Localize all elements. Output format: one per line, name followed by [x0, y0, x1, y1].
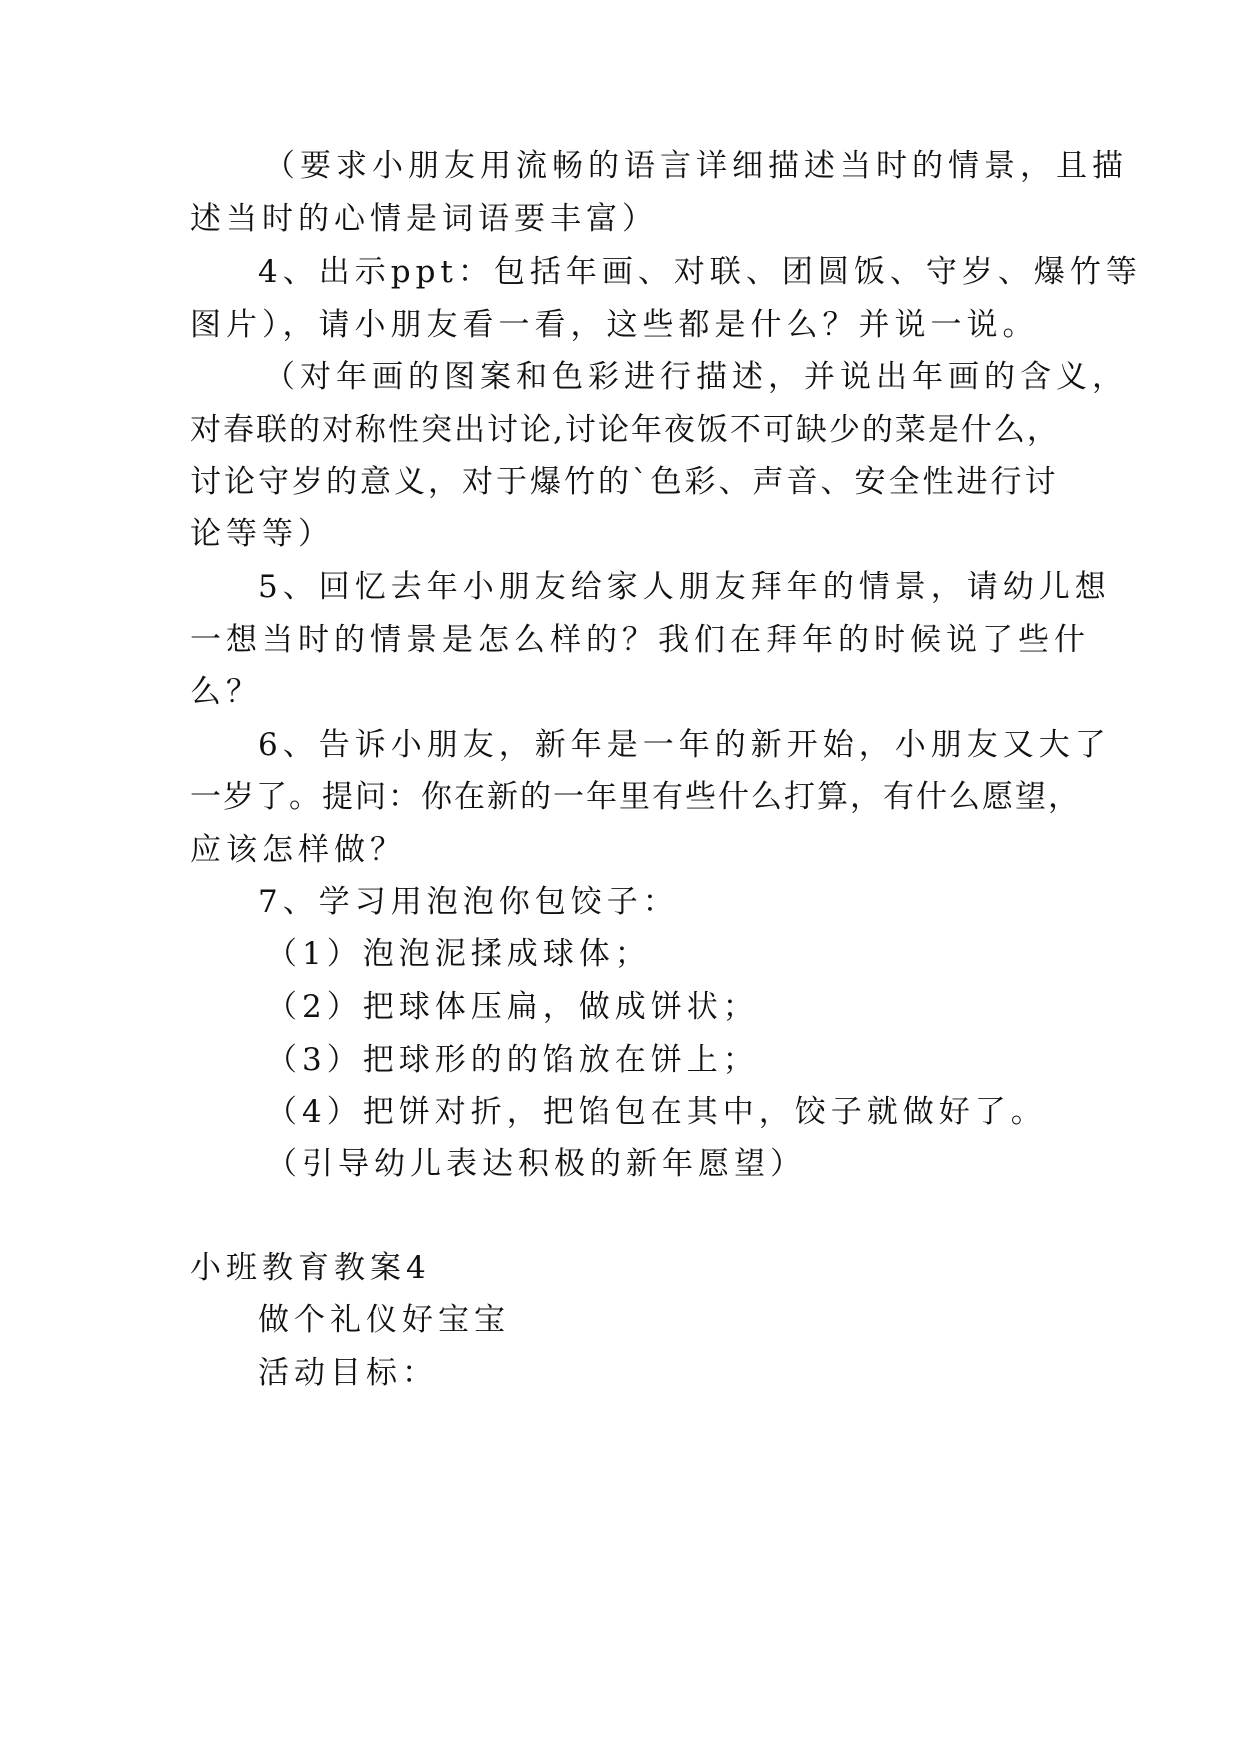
paragraph-line: （对年画的图案和色彩进行描述，并说出年画的含义， [264, 359, 1128, 395]
paragraph-line: 述当时的心情是词语要丰富） [190, 201, 658, 237]
subheading: 活动目标： [258, 1355, 438, 1391]
list-item: （2）把球体压扁，做成饼状； [266, 989, 759, 1025]
list-heading: 7、学习用泡泡你包饺子： [258, 884, 679, 920]
paragraph-line: 图片），请小朋友看一看，这些都是什么？并说一说。 [190, 307, 1039, 343]
paragraph-line: 一想当时的情景是怎么样的？我们在拜年的时候说了些什 [190, 622, 1090, 658]
list-item: （1）泡泡泥揉成球体； [266, 936, 651, 972]
paragraph-line: 对春联的对称性突出讨论,讨论年夜饭不可缺少的菜是什么， [190, 412, 1060, 448]
paragraph-line: 5、回忆去年小朋友给家人朋友拜年的情景，请幼儿想 [258, 569, 1111, 605]
paragraph-line: 讨论守岁的意义，对于爆竹的`色彩、声音、安全性进行讨 [190, 464, 1059, 500]
paragraph-line: （引导幼儿表达积极的新年愿望） [266, 1146, 806, 1182]
paragraph-line: 一岁了。提问：你在新的一年里有些什么打算，有什么愿望， [190, 779, 1081, 815]
paragraph-line: 应该怎样做？ [190, 832, 406, 868]
paragraph-line: 论等等） [190, 516, 334, 552]
paragraph-line: 么？ [190, 674, 262, 710]
paragraph-line: 4、出示ppt：包括年画、对联、团圆饭、守岁、爆竹等 [258, 254, 1142, 290]
lesson-title: 做个礼仪好宝宝 [258, 1302, 510, 1338]
section-title: 小班教育教案4 [190, 1250, 431, 1286]
list-item: （3）把球形的的馅放在饼上； [266, 1042, 759, 1078]
list-item: （4）把饼对折，把馅包在其中，饺子就做好了。 [266, 1094, 1047, 1130]
paragraph-line: （要求小朋友用流畅的语言详细描述当时的情景，且描 [264, 148, 1128, 184]
paragraph-line: 6、告诉小朋友，新年是一年的新开始，小朋友又大了 [258, 727, 1111, 763]
